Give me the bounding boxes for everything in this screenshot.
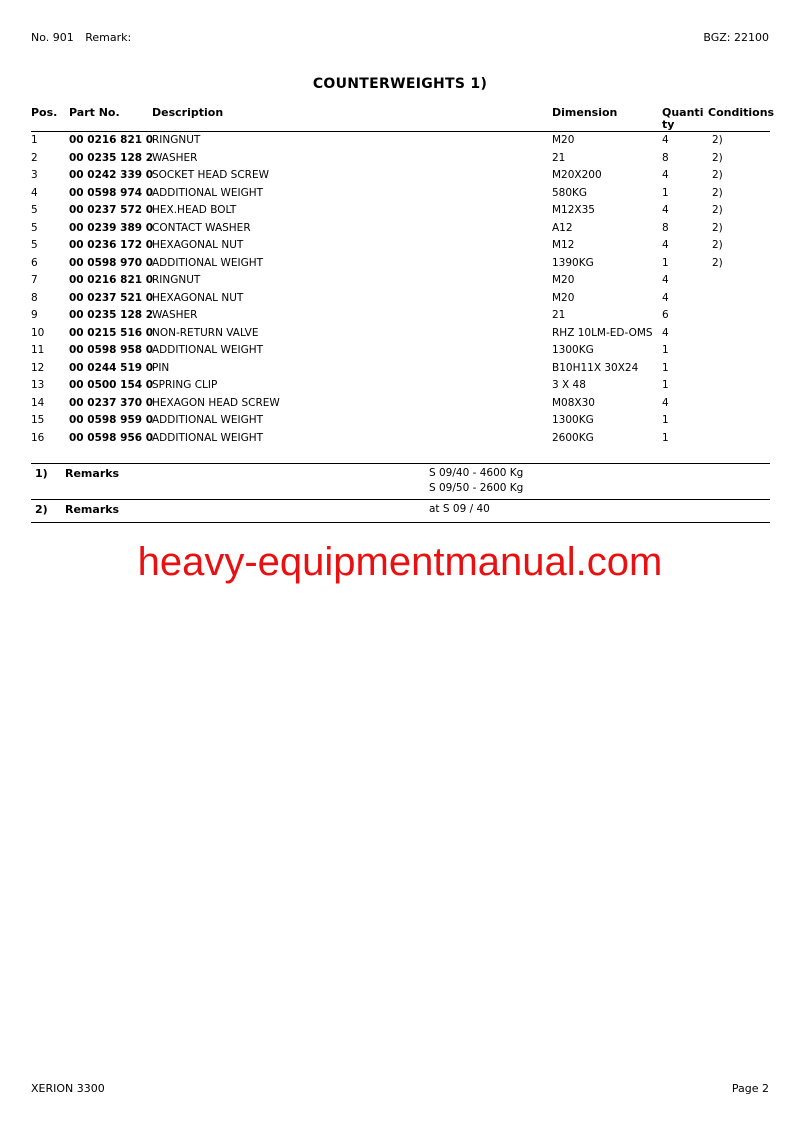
table-row bbox=[31, 272, 770, 290]
row-position: 12 bbox=[31, 361, 45, 374]
row-position: 3 bbox=[31, 169, 38, 181]
col-part-header: Part No. bbox=[69, 106, 120, 119]
table-row bbox=[31, 307, 770, 325]
remark-value: at S 09 / 40 bbox=[429, 503, 490, 515]
row-dimension: 580KG bbox=[552, 186, 588, 199]
row-position: 16 bbox=[31, 431, 45, 444]
row-quantity: 4 bbox=[662, 274, 669, 286]
document-header-left bbox=[31, 31, 131, 44]
row-dimension: 21 bbox=[552, 151, 566, 164]
row-part-number: 00 0235 128 2 bbox=[69, 151, 154, 164]
row-part-number: 00 0598 958 0 bbox=[69, 344, 154, 356]
row-part-number: 00 0237 370 0 bbox=[69, 396, 154, 409]
row-dimension: M20 bbox=[552, 291, 575, 304]
remark-2 bbox=[31, 499, 770, 523]
row-quantity: 4 bbox=[662, 169, 669, 181]
footer-page-number: Page 2 bbox=[731, 1082, 769, 1095]
watermark-text: heavy-equipmentmanual.com bbox=[137, 540, 663, 584]
table-row bbox=[31, 237, 770, 255]
row-quantity: 1 bbox=[662, 186, 669, 199]
remark-label: Remark: bbox=[85, 31, 132, 44]
row-position: 5 bbox=[31, 204, 38, 216]
row-position: 8 bbox=[31, 291, 38, 304]
row-part-number: 00 0215 516 0 bbox=[69, 326, 154, 339]
row-quantity: 1 bbox=[662, 379, 669, 391]
row-description: RINGNUT bbox=[152, 134, 201, 146]
row-part-number: 00 0242 339 0 bbox=[69, 169, 154, 181]
row-description: HEXAGONAL NUT bbox=[152, 291, 244, 304]
row-position: 7 bbox=[31, 274, 38, 286]
row-dimension: A12 bbox=[552, 221, 573, 234]
row-description: CONTACT WASHER bbox=[152, 221, 251, 234]
row-position: 9 bbox=[31, 309, 38, 321]
row-position: 10 bbox=[31, 326, 45, 339]
row-quantity: 4 bbox=[662, 239, 669, 251]
row-part-number: 00 0235 128 2 bbox=[69, 309, 154, 321]
row-position: 4 bbox=[31, 186, 38, 199]
row-description: ADDITIONAL WEIGHT bbox=[152, 256, 264, 269]
row-quantity: 8 bbox=[662, 151, 669, 164]
row-part-number: 00 0216 821 0 bbox=[69, 274, 154, 286]
row-part-number: 00 0598 959 0 bbox=[69, 414, 154, 426]
parts-table-body bbox=[31, 132, 770, 447]
row-description: HEXAGON HEAD SCREW bbox=[152, 396, 280, 409]
row-part-number: 00 0598 974 0 bbox=[69, 186, 154, 199]
col-quantity-header-line1: Quanti bbox=[662, 106, 704, 119]
row-description: ADDITIONAL WEIGHT bbox=[152, 431, 264, 444]
row-dimension: 1390KG bbox=[552, 256, 594, 269]
row-part-number: 00 0216 821 0 bbox=[69, 134, 154, 146]
table-row bbox=[31, 395, 770, 413]
row-dimension: B10H11X 30X24 bbox=[552, 361, 639, 374]
row-conditions: 2) bbox=[712, 221, 723, 234]
row-conditions: 2) bbox=[712, 256, 723, 269]
bgz-code: BGZ: 22100 bbox=[703, 31, 769, 44]
row-description: ADDITIONAL WEIGHT bbox=[152, 344, 264, 356]
row-quantity: 1 bbox=[662, 344, 669, 356]
row-position: 11 bbox=[31, 344, 45, 356]
row-description: WASHER bbox=[152, 309, 198, 321]
row-dimension: 1300KG bbox=[552, 414, 594, 426]
col-dimension-header: Dimension bbox=[552, 106, 618, 119]
row-description: HEX.HEAD BOLT bbox=[152, 204, 237, 216]
row-description: WASHER bbox=[152, 151, 198, 164]
row-dimension: 2600KG bbox=[552, 431, 594, 444]
row-part-number: 00 0237 521 0 bbox=[69, 291, 154, 304]
row-quantity: 4 bbox=[662, 326, 669, 339]
table-header bbox=[31, 106, 775, 132]
row-part-number: 00 0500 154 0 bbox=[69, 379, 154, 391]
row-quantity: 1 bbox=[662, 256, 669, 269]
row-part-number: 00 0239 389 0 bbox=[69, 221, 154, 234]
row-part-number: 00 0244 519 0 bbox=[69, 361, 154, 374]
row-conditions: 2) bbox=[712, 204, 723, 216]
row-conditions: 2) bbox=[712, 151, 723, 164]
col-quantity-header-line2: ty bbox=[662, 118, 675, 131]
row-description: SOCKET HEAD SCREW bbox=[152, 169, 269, 181]
row-dimension: M08X30 bbox=[552, 396, 595, 409]
row-quantity: 1 bbox=[662, 431, 669, 444]
row-description: RINGNUT bbox=[152, 274, 201, 286]
col-pos-header: Pos. bbox=[31, 106, 58, 119]
row-conditions: 2) bbox=[712, 239, 723, 251]
row-conditions: 2) bbox=[712, 169, 723, 181]
remark-value: S 09/50 - 2600 Kg bbox=[429, 482, 524, 494]
row-description: ADDITIONAL WEIGHT bbox=[152, 414, 264, 426]
row-dimension: M20X200 bbox=[552, 169, 602, 181]
row-quantity: 4 bbox=[662, 204, 669, 216]
row-description: PIN bbox=[152, 361, 170, 374]
row-position: 13 bbox=[31, 379, 45, 391]
col-quantity-header bbox=[662, 107, 703, 131]
table-row bbox=[31, 132, 770, 150]
table-row bbox=[31, 255, 770, 273]
row-description: HEXAGONAL NUT bbox=[152, 239, 244, 251]
row-position: 6 bbox=[31, 256, 38, 269]
row-description: NON-RETURN VALVE bbox=[152, 326, 259, 339]
document-number: No. 901 bbox=[31, 31, 74, 44]
table-row bbox=[31, 290, 770, 308]
row-quantity: 8 bbox=[662, 221, 669, 234]
table-row bbox=[31, 325, 770, 343]
row-quantity: 6 bbox=[662, 309, 669, 321]
page-title: COUNTERWEIGHTS 1) bbox=[312, 76, 488, 92]
row-position: 5 bbox=[31, 239, 38, 251]
row-description: SPRING CLIP bbox=[152, 379, 218, 391]
row-position: 14 bbox=[31, 396, 45, 409]
footer-model: XERION 3300 bbox=[31, 1082, 105, 1095]
col-description-header: Description bbox=[152, 106, 224, 119]
table-row bbox=[31, 202, 770, 220]
row-position: 15 bbox=[31, 414, 45, 426]
row-quantity: 1 bbox=[662, 361, 669, 374]
remark-label: Remarks bbox=[65, 503, 120, 516]
row-conditions: 2) bbox=[712, 134, 723, 146]
remark-number: 2) bbox=[35, 503, 48, 516]
row-dimension: M12X35 bbox=[552, 204, 595, 216]
row-quantity: 1 bbox=[662, 414, 669, 426]
table-row bbox=[31, 167, 770, 185]
row-dimension: 21 bbox=[552, 309, 566, 321]
table-row bbox=[31, 220, 770, 238]
table-row bbox=[31, 185, 770, 203]
table-row bbox=[31, 430, 770, 448]
col-conditions-header: Conditions bbox=[708, 106, 775, 119]
row-part-number: 00 0237 572 0 bbox=[69, 204, 154, 216]
table-row bbox=[31, 377, 770, 395]
row-position: 1 bbox=[31, 134, 38, 146]
row-part-number: 00 0598 956 0 bbox=[69, 431, 154, 444]
row-quantity: 4 bbox=[662, 134, 669, 146]
table-row bbox=[31, 150, 770, 168]
row-part-number: 00 0598 970 0 bbox=[69, 256, 154, 269]
row-dimension: M20 bbox=[552, 274, 575, 286]
row-part-number: 00 0236 172 0 bbox=[69, 239, 154, 251]
row-position: 5 bbox=[31, 221, 38, 234]
row-dimension: 3 X 48 bbox=[552, 379, 586, 391]
table-row bbox=[31, 342, 770, 360]
row-position: 2 bbox=[31, 151, 38, 164]
row-quantity: 4 bbox=[662, 291, 669, 304]
row-dimension: 1300KG bbox=[552, 344, 594, 356]
row-quantity: 4 bbox=[662, 396, 669, 409]
row-dimension: RHZ 10LM-ED-OMS bbox=[552, 326, 653, 339]
table-row bbox=[31, 412, 770, 430]
remark-number: 1) bbox=[35, 467, 48, 480]
remark-value: S 09/40 - 4600 Kg bbox=[429, 467, 524, 479]
row-dimension: M20 bbox=[552, 134, 575, 146]
row-dimension: M12 bbox=[552, 239, 575, 251]
table-row bbox=[31, 360, 770, 378]
remark-1 bbox=[31, 463, 770, 499]
row-description: ADDITIONAL WEIGHT bbox=[152, 186, 264, 199]
remark-label: Remarks bbox=[65, 467, 120, 480]
row-conditions: 2) bbox=[712, 186, 723, 199]
